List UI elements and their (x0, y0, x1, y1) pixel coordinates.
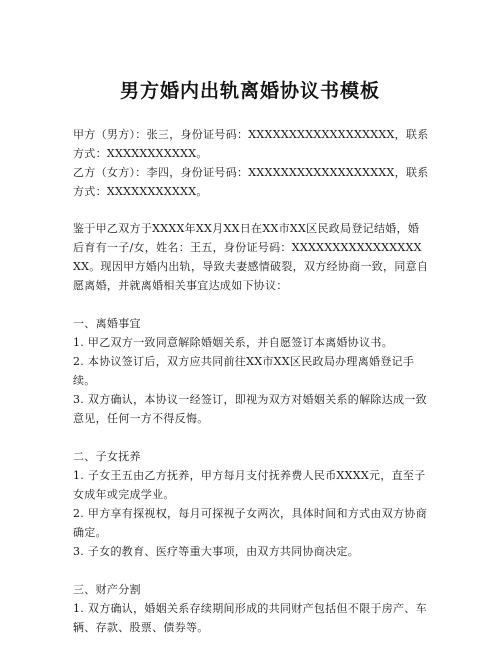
party-b-paragraph: 乙方（女方）：李四，身份证号码：XXXXXXXXXXXXXXXXXX，联系方式：XXXXXXXXXXX。 (73, 166, 429, 198)
section-item: 1. 双方确认，婚姻关系存续期间形成的共同财产包括但不限于房产、车辆、存款、股票、债券等。 (73, 602, 427, 634)
paragraph-spacer (73, 428, 429, 447)
section-heading-divorce: 一、离婚事宜 (73, 317, 141, 330)
paragraph-spacer (73, 561, 429, 580)
section-item: 2. 本协议签订后，双方应共同前往XX市XX区民政局办理离婚登记手续。 (73, 355, 415, 387)
section-item: 1. 甲乙双方一致同意解除婚姻关系，并自愿签订本离婚协议书。 (73, 336, 393, 349)
section-heading-custody: 二、子女抚养 (73, 450, 141, 463)
preamble-paragraph: 鉴于甲乙双方于XXXX年XX月XX日在XX市XX区民政局登记结婚，婚后育有一子/女，姓名：王五，身份证号码：XXXXXXXXXXXXXXXXXX。现因甲方婚内出轨，导致夫妻感情破裂，双方经协商一致，同意自愿离婚，并就离婚相关事宜达成如下协议： (73, 222, 429, 292)
section-item: 2. 甲方享有探视权，每月可探视子女两次，具体时间和方式由双方协商确定。 (73, 507, 427, 539)
document-title: 男方婚内出轨离婚协议书模板 (119, 80, 380, 102)
section-heading-property: 三、财产分割 (73, 583, 141, 596)
section-item: 3. 子女的教育、医疗等重大事项，由双方共同协商决定。 (73, 545, 360, 558)
document-body (73, 125, 429, 637)
paragraph-spacer (73, 201, 429, 219)
party-a-paragraph: 甲方（男方）：张三，身份证号码：XXXXXXXXXXXXXXXXXX，联系方式：XXXXXXXXXXX。 (73, 128, 429, 160)
section-item: 1. 子女王五由乙方抚养，甲方每月支付抚养费人民币XXXX元，直至子女成年或完成学业。 (73, 469, 426, 501)
paragraph-spacer (73, 295, 429, 314)
section-item: 3. 双方确认，本协议一经签订，即视为双方对婚姻关系的解除达成一致意见，任何一方不得反悔。 (73, 393, 427, 425)
